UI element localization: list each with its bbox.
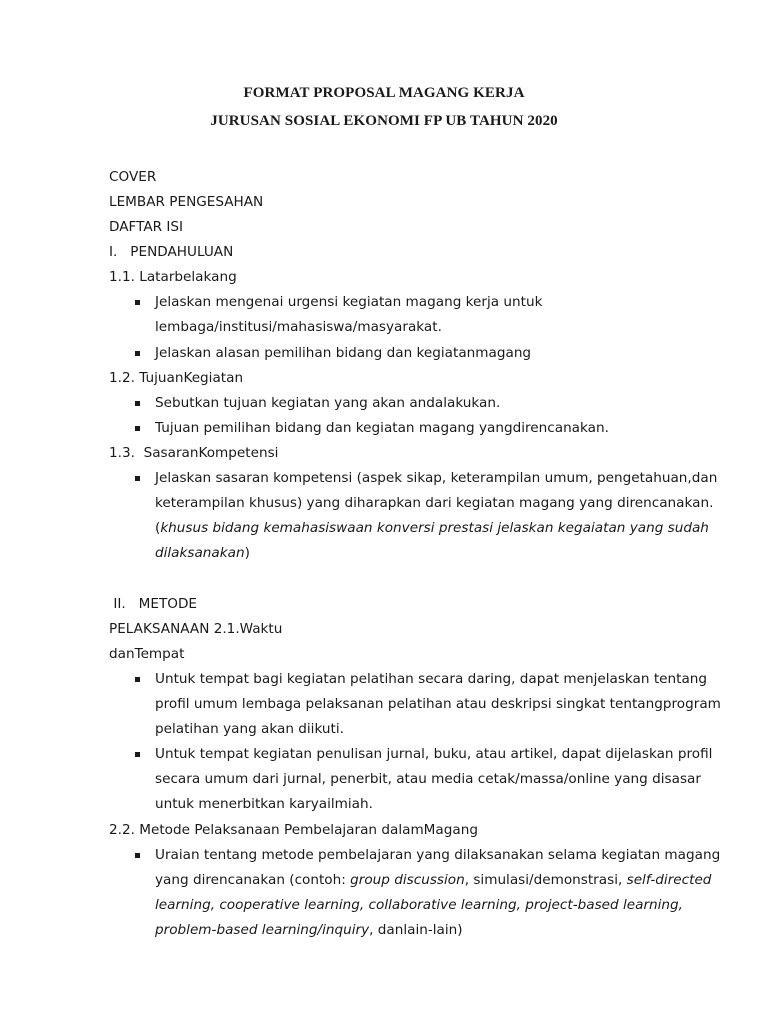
bullet-marker [135, 300, 140, 305]
toc-lembar-pengesahan: LEMBAR PENGESAHAN [109, 194, 264, 210]
document-title-line-1: FORMAT PROPOSAL MAGANG KERJA [243, 85, 525, 101]
subsection-1-2-heading: 1.2. TujuanKegiatan [109, 370, 244, 386]
bullet-marker [135, 426, 140, 431]
bullet-2-1-b-line-2: secara umum dari jurnal, penerbit, atau media cetak/massa/online yang disasar [155, 771, 701, 787]
subsection-2-2-heading: 2.2. Metode Pelaksanaan Pembelajaran dalamMagang [109, 822, 478, 838]
bullet-marker [135, 401, 140, 406]
bullet-marker [135, 752, 140, 757]
bullet-marker [135, 677, 140, 682]
document-title-line-2: JURUSAN SOSIAL EKONOMI FP UB TAHUN 2020 [210, 113, 558, 129]
section-2-line-2: danTempat [109, 646, 185, 662]
bullet-2-2-line-3: learning, cooperative learning, collaborative learning, project-based learning, [155, 897, 683, 913]
bullet-2-2-line-4: problem-based learning/inquiry, danlain-lain) [155, 922, 463, 938]
bullet-2-2-line-1: Uraian tentang metode pembelajaran yang dilaksanakan selama kegiatan magang [155, 847, 721, 863]
bullet-2-1-a-line-3: pelatihan yang akan diikuti. [155, 721, 344, 737]
bullet-1-1-a-line-1: Jelaskan mengenai urgensi kegiatan magang kerja untuk [155, 294, 543, 310]
bullet-2-1-b-line-3: untuk menerbitkan karyailmiah. [155, 796, 373, 812]
bullet-2-1-b-line-1: Untuk tempat kegiatan penulisan jurnal, buku, atau artikel, dapat dijelaskan profil [155, 746, 713, 762]
section-2-line-1: PELAKSANAAN 2.1.Waktu [109, 621, 283, 637]
bullet-1-1-a-line-2: lembaga/institusi/mahasiswa/masyarakat. [155, 319, 442, 335]
bullet-1-3-a-line-3: (khusus bidang kemahasiswaan konversi prestasi jelaskan kegaiatan yang sudah [155, 520, 709, 536]
section-2-heading: II. METODE [109, 596, 198, 612]
bullet-2-1-a-line-1: Untuk tempat bagi kegiatan pelatihan secara daring, dapat menjelaskan tentang [155, 671, 708, 687]
section-1-heading: I. PENDAHULUAN [109, 244, 234, 260]
toc-daftar-isi: DAFTAR ISI [109, 219, 184, 235]
bullet-marker [135, 476, 140, 481]
bullet-2-2-line-2: yang direncanakan (contoh: group discussion, simulasi/demonstrasi, self-directed [155, 872, 712, 888]
toc-cover: COVER [109, 169, 157, 185]
bullet-1-3-a-line-2: keterampilan khusus) yang diharapkan dari kegiatan magang yang direncanakan. [155, 495, 714, 511]
bullet-marker [135, 351, 140, 356]
bullet-marker [135, 853, 140, 858]
bullet-2-1-a-line-2: profil umum lembaga pelaksanan pelatihan atau deskripsi singkat tentangprogram [155, 696, 721, 712]
subsection-1-3-heading: 1.3. SasaranKompetensi [109, 445, 279, 461]
subsection-1-1-heading: 1.1. Latarbelakang [109, 269, 237, 285]
bullet-1-3-a-line-4: dilaksanakan) [155, 545, 250, 561]
bullet-1-3-a-line-1: Jelaskan sasaran kompetensi (aspek sikap, keterampilan umum, pengetahuan,dan [155, 470, 718, 486]
bullet-1-2-b: Tujuan pemilihan bidang dan kegiatan magang yangdirencanakan. [155, 420, 609, 436]
bullet-1-1-b: Jelaskan alasan pemilihan bidang dan kegiatanmagang [155, 345, 532, 361]
bullet-1-2-a: Sebutkan tujuan kegiatan yang akan andalakukan. [155, 395, 501, 411]
